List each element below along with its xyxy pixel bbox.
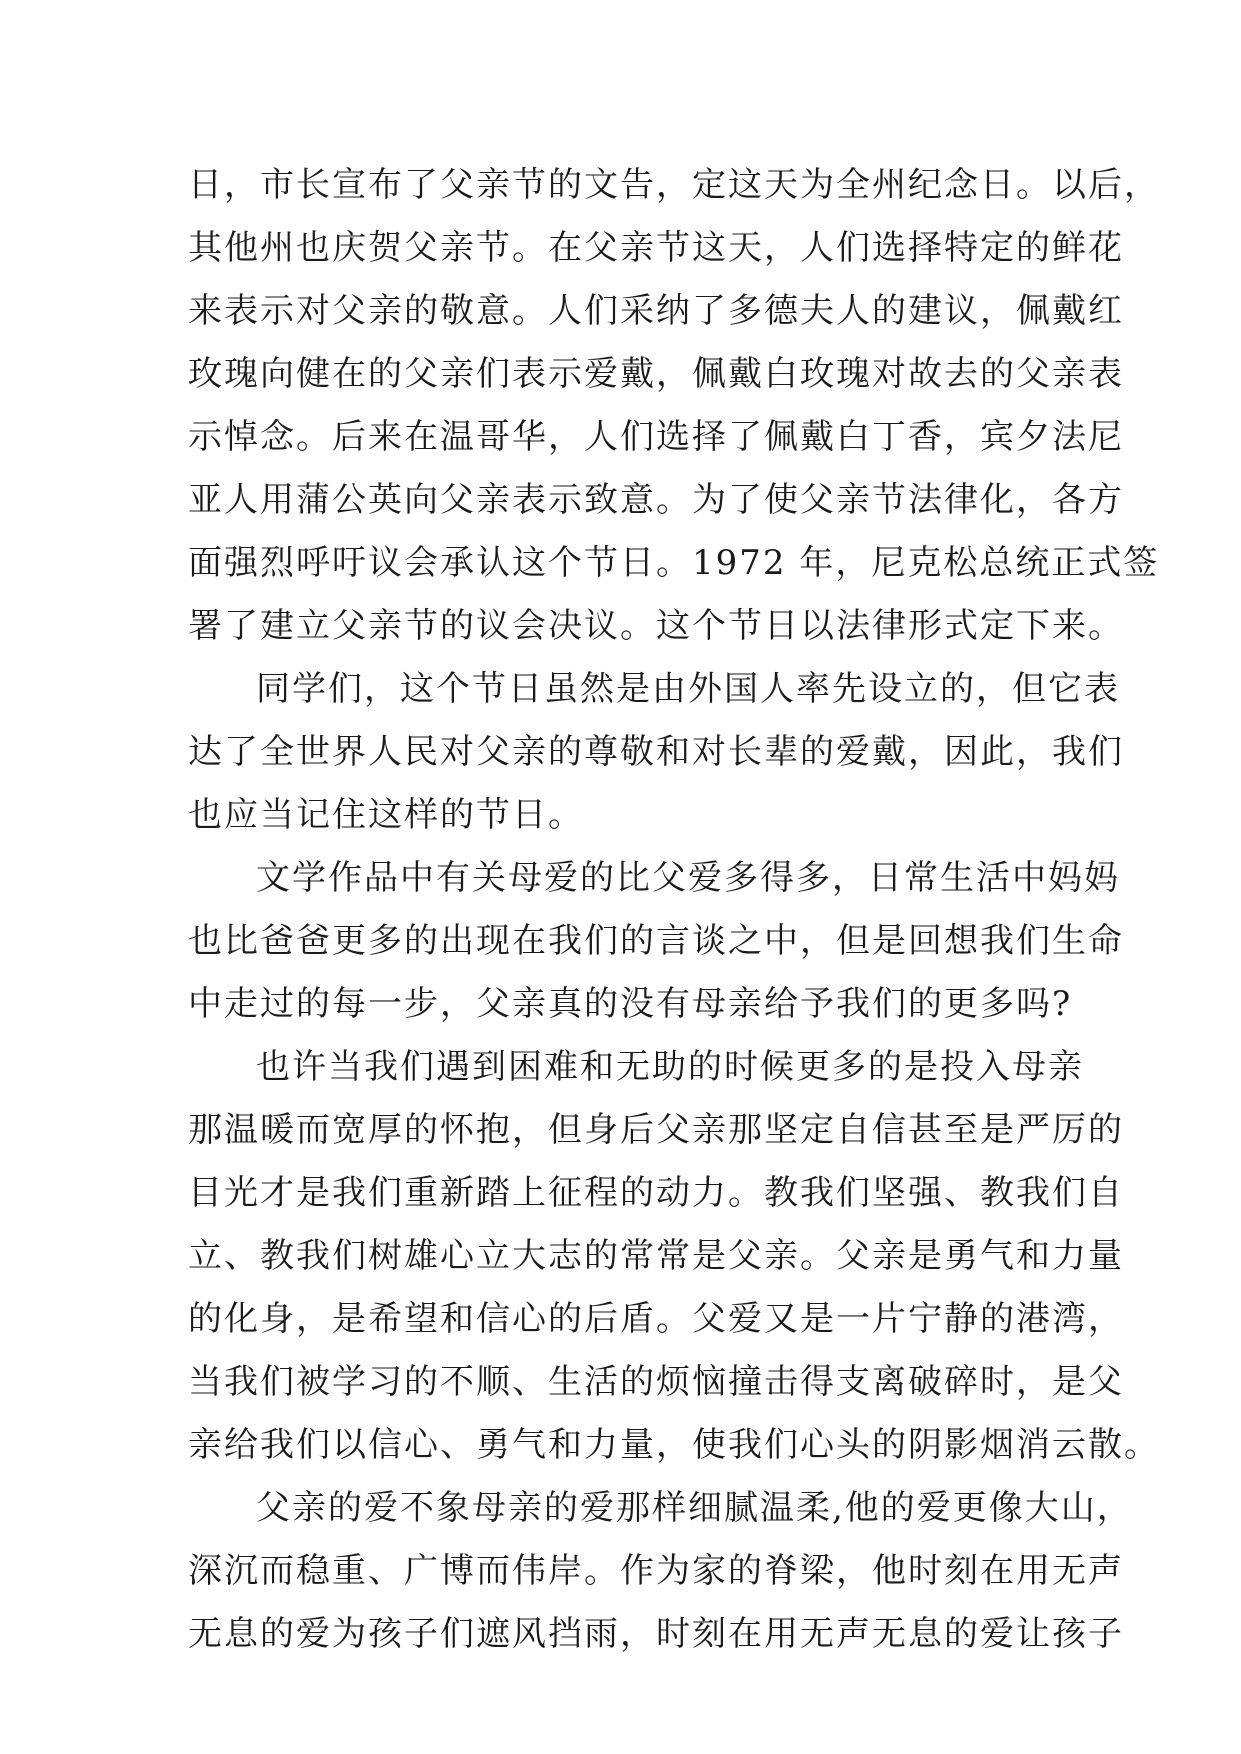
- text-line: 无息的爱为孩子们遮风挡雨，时刻在用无声无息的爱让孩子: [188, 1614, 1124, 1654]
- text-line: 达了全世界人民对父亲的尊敬和对长辈的爱戴，因此，我们: [188, 732, 1124, 772]
- paragraph: [188, 1477, 1133, 1666]
- text-line: 也许当我们遇到困难和无助的时候更多的是投入母亲: [256, 1047, 1084, 1087]
- text-line: 面强烈呼吁议会承认这个节日。1972 年，尼克松总统正式签: [188, 543, 1160, 583]
- text-line: 文学作品中有关母爱的比父爱多得多，日常生活中妈妈: [256, 858, 1120, 898]
- text-line: 深沉而稳重、广博而伟岸。作为家的脊梁，他时刻在用无声: [188, 1551, 1124, 1591]
- text-line: 署了建立父亲节的议会决议。这个节日以法律形式定下来。: [188, 606, 1124, 646]
- text-line: 示悼念。后来在温哥华，人们选择了佩戴白丁香，宾夕法尼: [188, 417, 1124, 457]
- text-line: 那温暖而宽厚的怀抱，但身后父亲那坚定自信甚至是严厉的: [188, 1110, 1124, 1150]
- text-line: 的化身，是希望和信心的后盾。父爱又是一片宁静的港湾，: [188, 1299, 1124, 1339]
- paragraph: [188, 154, 1160, 658]
- text-line: 目光才是我们重新踏上征程的动力。教我们坚强、教我们自: [188, 1173, 1124, 1213]
- text-line: 当我们被学习的不顺、生活的烦恼撞击得支离破碎时，是父: [188, 1362, 1124, 1402]
- document-body: [188, 154, 1160, 1666]
- text-line: 中走过的每一步，父亲真的没有母亲给予我们的更多吗?: [188, 984, 1073, 1024]
- text-line: 来表示对父亲的敬意。人们采纳了多德夫人的建议，佩戴红: [188, 291, 1124, 331]
- text-line: 也比爸爸更多的出现在我们的言谈之中，但是回想我们生命: [188, 921, 1124, 961]
- text-line: 立、教我们树雄心立大志的常常是父亲。父亲是勇气和力量: [188, 1236, 1124, 1276]
- paragraph: [188, 847, 1124, 1036]
- paragraph: [188, 1036, 1160, 1477]
- text-line: 也应当记住这样的节日。: [188, 795, 584, 835]
- text-line: 亚人用蒲公英向父亲表示致意。为了使父亲节法律化，各方: [188, 480, 1124, 520]
- paragraph: [188, 658, 1124, 847]
- text-line: 父亲的爱不象母亲的爱那样细腻温柔,他的爱更像大山，: [256, 1488, 1133, 1528]
- text-line: 日，市长宣布了父亲节的文告，定这天为全州纪念日。以后，: [188, 165, 1160, 205]
- text-line: 同学们，这个节日虽然是由外国人率先设立的，但它表: [256, 669, 1120, 709]
- text-line: 玫瑰向健在的父亲们表示爱戴，佩戴白玫瑰对故去的父亲表: [188, 354, 1124, 394]
- text-line: 亲给我们以信心、勇气和力量，使我们心头的阴影烟消云散。: [188, 1425, 1160, 1465]
- text-line: 其他州也庆贺父亲节。在父亲节这天，人们选择特定的鲜花: [188, 228, 1124, 268]
